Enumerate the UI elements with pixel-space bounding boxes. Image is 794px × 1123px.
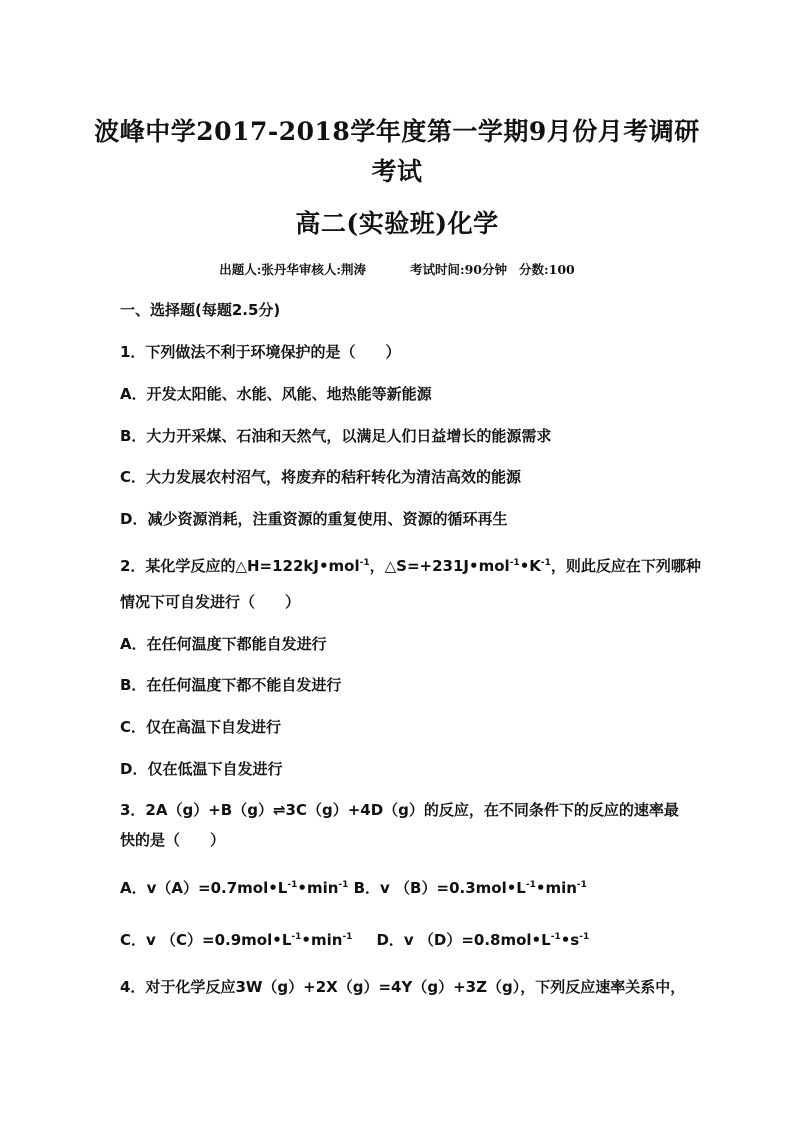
q2-option-c: C．仅在高温下自发进行: [120, 718, 282, 736]
q3-option-b: [348, 879, 587, 897]
q3-option-d-sup2: -1: [579, 932, 590, 942]
setter-info: 出题人:张丹华审核人:荆涛: [219, 262, 366, 277]
q1-option-a: A．开发太阳能、水能、风能、地热能等新能源: [120, 385, 432, 403]
q2-superscript-2: -1: [509, 558, 520, 568]
q2-superscript-1: -1: [359, 558, 370, 568]
exam-meta: [0, 260, 794, 278]
q2-stem-part-c: •K: [519, 557, 541, 575]
q2-option-d: D．仅在低温下自发进行: [120, 760, 283, 778]
q3-option-b-sup1: -1: [525, 880, 536, 890]
q2-option-a: A．在任何温度下都能自发进行: [120, 635, 327, 653]
q3-option-d: [376, 931, 589, 949]
q1-option-b: B．大力开采煤、石油和天然气，以满足人们日益增长的能源需求: [120, 427, 552, 445]
exam-subtitle: 高二(实验班)化学: [295, 209, 499, 238]
exam-title-line1: 波峰中学2017-2018学年度第一学期9月份月考调研: [94, 117, 700, 146]
q2-stem-part-a: 2．某化学反应的△H=122kJ•mol: [120, 557, 360, 575]
q3-option-a-unit: •min: [297, 879, 339, 897]
q2-stem-line1: [120, 555, 701, 576]
q3-option-c-sup2: -1: [342, 932, 353, 942]
q3-option-b-sup2: -1: [576, 880, 587, 890]
q3-option-c: [120, 931, 352, 949]
q2-stem-part-d: ，则此反应在下列哪种: [550, 557, 701, 575]
exam-time: 考试时间:90分钟: [410, 262, 508, 277]
q3-option-b-text: B．v （B）=0.3mol•L: [348, 879, 526, 897]
q1-stem: 1．下列做法不利于环境保护的是（ ）: [120, 343, 401, 361]
q2-stem-part-b: ，△S=+231J•mol: [369, 557, 510, 575]
q3-option-d-text: D．v （D）=0.8mol•L: [376, 931, 551, 949]
q3-option-c-sup1: -1: [291, 932, 302, 942]
q2-superscript-3: -1: [540, 558, 551, 568]
q3-option-a-sup2: -1: [338, 880, 349, 890]
q3-options-cd: [120, 929, 589, 950]
q3-option-d-unit: •s: [560, 931, 580, 949]
q3-option-d-sup1: -1: [550, 932, 561, 942]
q2-stem-line2: 情况下可自发进行（ ）: [120, 593, 301, 611]
q1-option-c: C．大力发展农村沼气，将废弃的秸秆转化为清洁高效的能源: [120, 468, 522, 486]
q1-option-d: D．减少资源消耗，注重资源的重复使用、资源的循环再生: [120, 510, 508, 528]
q3-option-a-text: A．v（A）=0.7mol•L: [120, 879, 288, 897]
exam-title-line2: 考试: [371, 157, 423, 186]
q2-option-b: B．在任何温度下都不能自发进行: [120, 676, 342, 694]
q4-stem-line1: 4．对于化学反应3W（g）+2X（g）=4Y（g）+3Z（g），下列反应速率关系中，: [120, 978, 686, 996]
section-heading: 一、选择题(每题2.5分): [120, 301, 281, 319]
exam-score: 分数:100: [519, 262, 575, 277]
q3-option-b-unit: •min: [535, 879, 577, 897]
q3-stem-line2: 快的是（ ）: [120, 831, 226, 849]
q3-option-a-sup1: -1: [287, 880, 298, 890]
q3-option-c-text: C．v （C）=0.9mol•L: [120, 931, 292, 949]
q3-option-c-unit: •min: [301, 931, 343, 949]
q3-option-a: [120, 879, 348, 897]
q3-stem-line1: 3．2A（g）+B（g）⇌3C（g）+4D（g）的反应，在不同条件下的反应的速率最: [120, 801, 679, 819]
q3-options-ab: [120, 877, 587, 898]
